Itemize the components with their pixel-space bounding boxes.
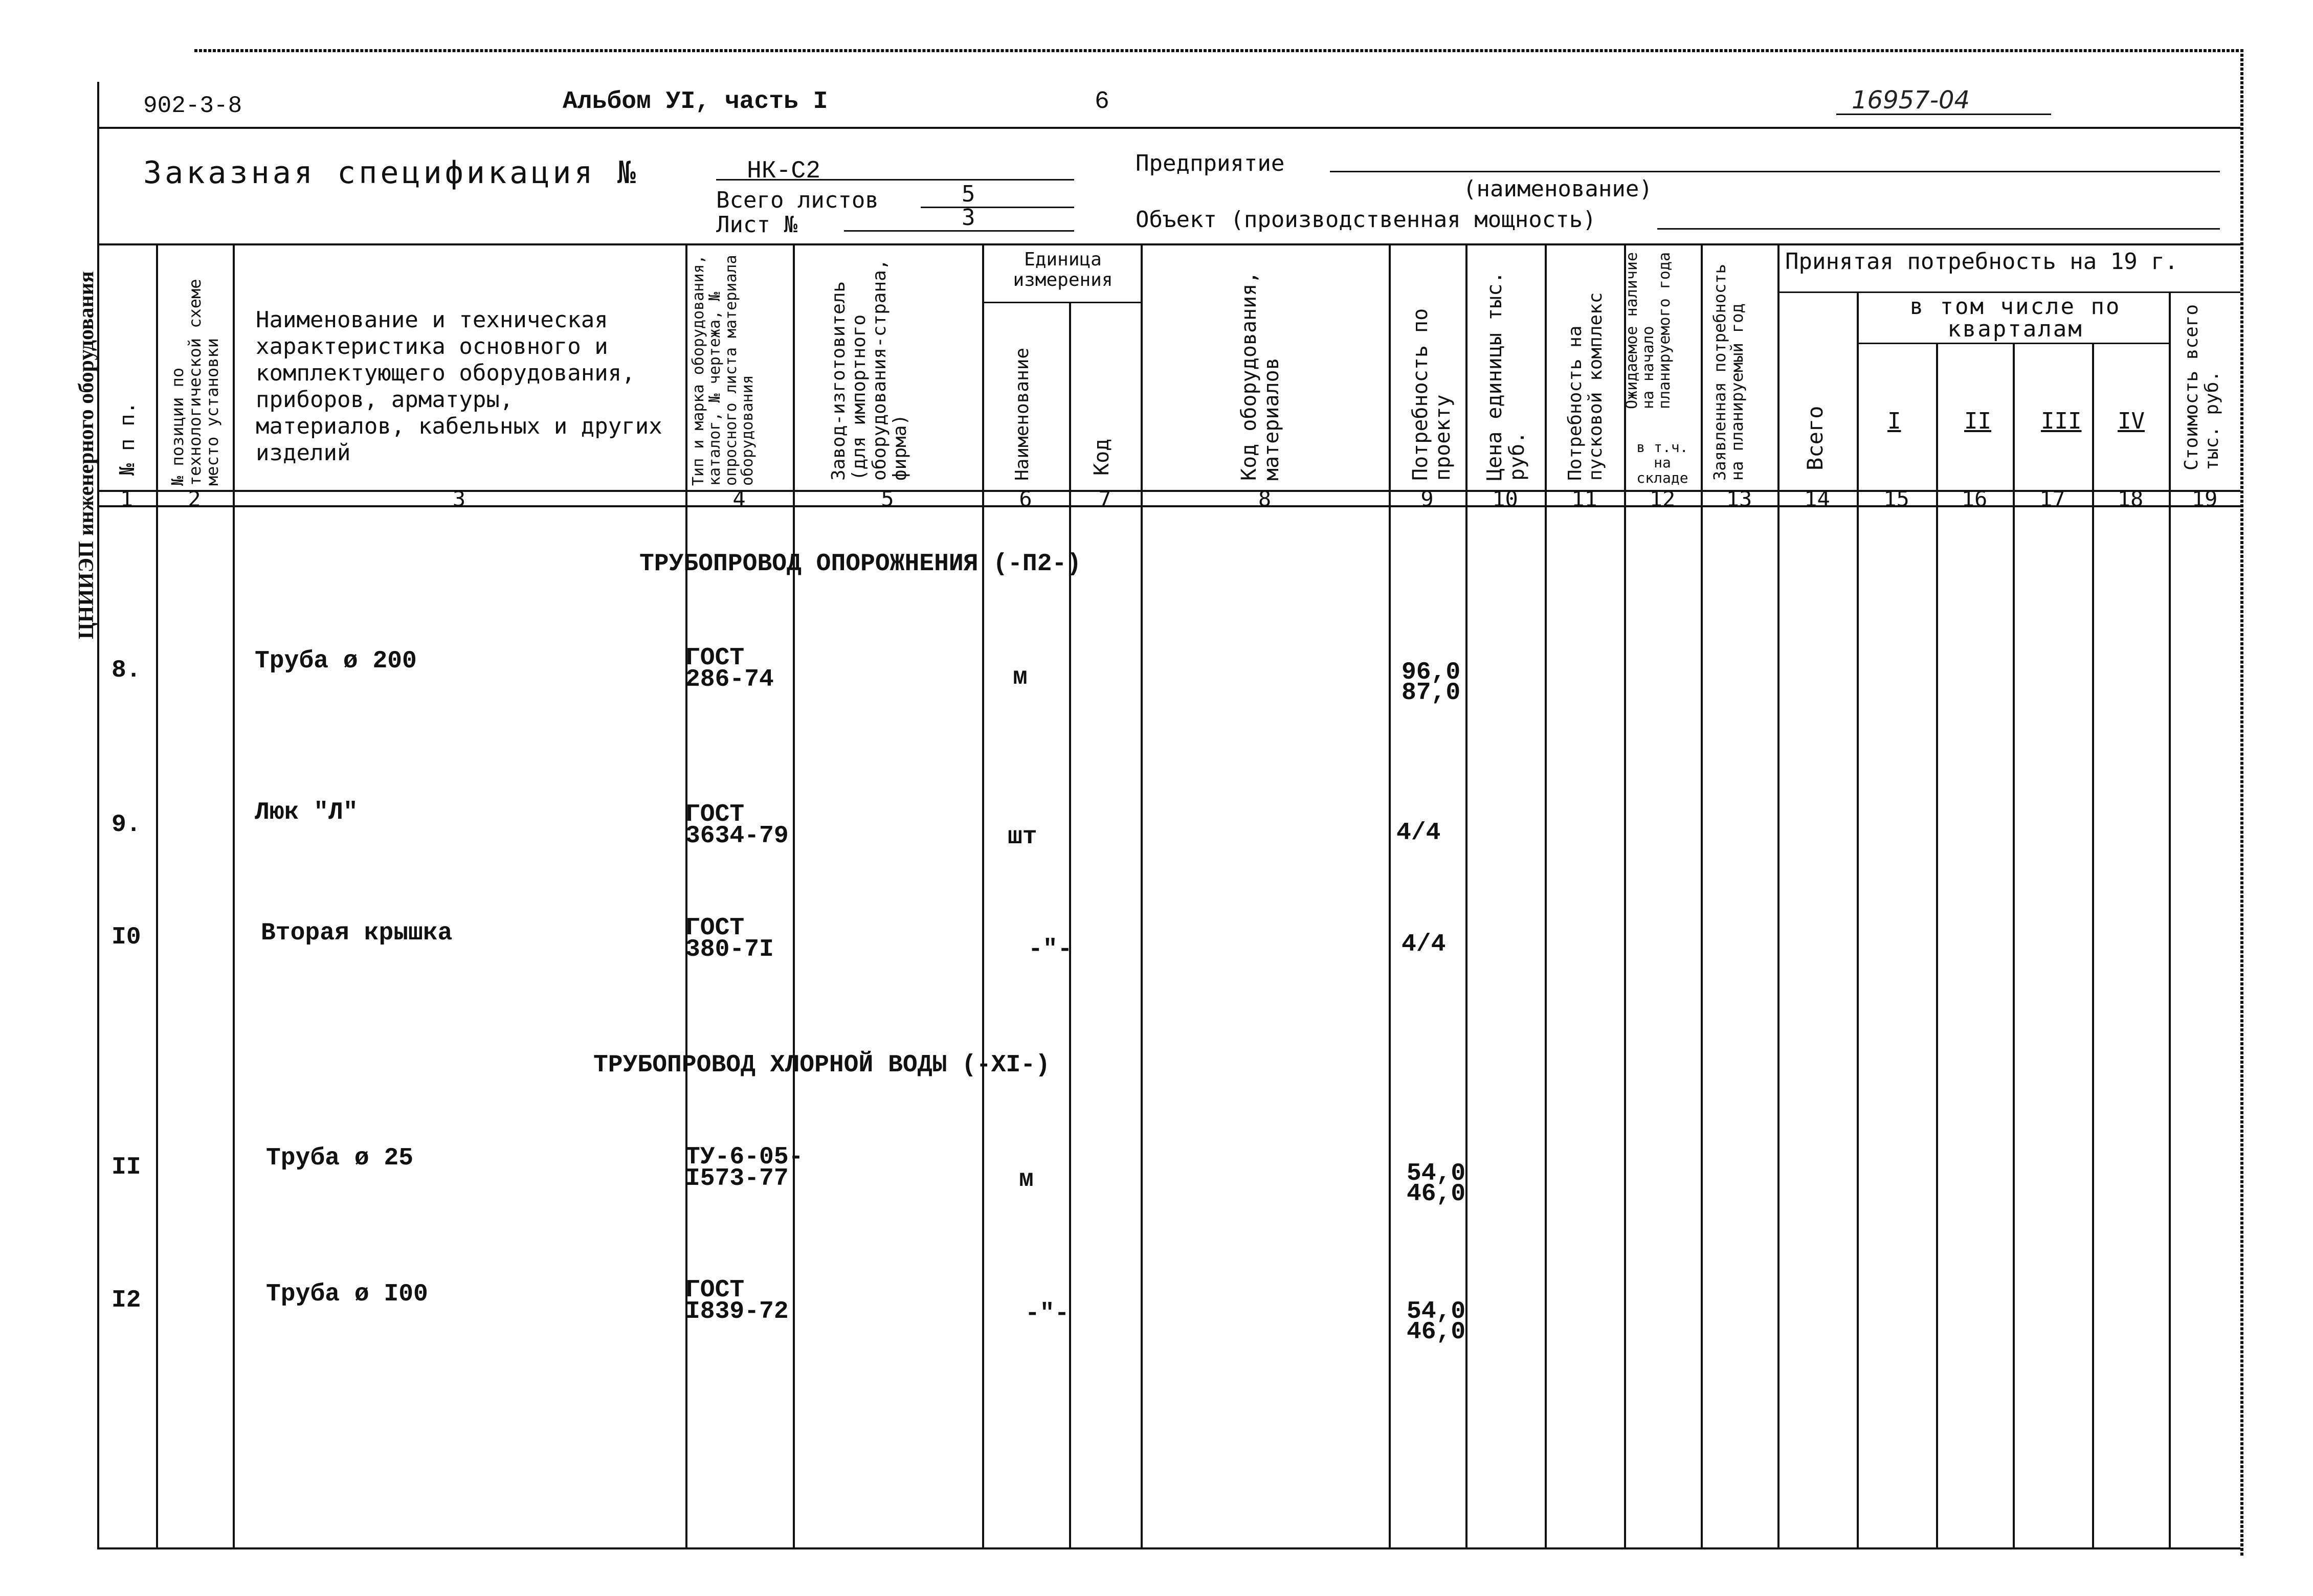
top-dashed-border xyxy=(194,49,2243,52)
doc-code: 902-3-8 xyxy=(143,93,242,119)
col-line-1 xyxy=(156,243,158,1547)
sheet-label: Лист № xyxy=(716,212,797,238)
col-line-13 xyxy=(1777,243,1780,1547)
col-number: 7 xyxy=(1098,486,1111,511)
top-bar-line xyxy=(97,127,2240,129)
col-number: 16 xyxy=(1961,486,1988,511)
enterprise-underline xyxy=(1330,171,2220,172)
row-item-name: Вторая крышка xyxy=(261,919,453,947)
col-line-7 xyxy=(1141,243,1143,1547)
col-18-header: IV xyxy=(2118,408,2145,434)
row-type-line2: I839-72 xyxy=(685,1298,789,1325)
album-label: Альбом УI, часть I xyxy=(563,88,828,116)
col-line-18 xyxy=(2169,291,2171,1547)
col-number: 8 xyxy=(1258,486,1272,511)
side-stamp: ЦНИИЭП инженерного оборудования xyxy=(75,271,98,639)
col-number: 18 xyxy=(2117,486,2144,511)
col-number: 3 xyxy=(452,486,466,511)
col-19-header: Стоимость всего тыс. руб. xyxy=(2181,304,2222,470)
section-heading: ТРУБОПРОВОД ОПОРОЖНЕНИЯ (-П2-) xyxy=(639,550,1082,578)
col-15-header: I xyxy=(1887,408,1901,434)
sheet-underline xyxy=(844,230,1074,232)
row-type-line1: ГОСТ xyxy=(685,644,745,672)
inventory-underline xyxy=(1836,114,2051,115)
col-line-10 xyxy=(1545,243,1547,1547)
row-type-line1: ГОСТ xyxy=(685,914,745,942)
row-type-line2: I573-77 xyxy=(685,1165,789,1193)
row-unit: -"- xyxy=(1028,936,1073,963)
col-number: 6 xyxy=(1019,486,1032,511)
col-number: 2 xyxy=(188,486,201,511)
row-number: 9. xyxy=(112,811,141,839)
col-number: 19 xyxy=(2191,486,2218,511)
row-item-name: Люк "Л" xyxy=(255,799,358,826)
object-underline xyxy=(1657,228,2220,230)
col-14-header: Всего xyxy=(1803,406,1828,470)
col-line-3 xyxy=(685,243,687,1547)
col-3-header: Наименование и техническая характеристика основного и комплектующего оборудования, приборов, арматуры, материалов, кабельных и других изделий xyxy=(256,307,662,466)
quarters-group-line xyxy=(1857,343,2169,344)
col-line-14 xyxy=(1857,291,1859,1547)
row-number: II xyxy=(112,1154,141,1181)
col-line-16 xyxy=(2013,343,2015,1547)
col-number: 4 xyxy=(732,486,746,511)
spec-number-underline xyxy=(716,179,1074,181)
col-16-header: II xyxy=(1964,408,1991,434)
col-10-header: Цена единицы тыс. руб. xyxy=(1483,271,1529,481)
frame-bottom xyxy=(97,1547,2240,1549)
col-2-header: № позиции по технологической схеме место установки xyxy=(168,279,222,486)
spec-number: НК-С2 xyxy=(747,158,821,185)
accepted-group-line xyxy=(1777,291,2240,293)
col-9-header: Потребность по проекту xyxy=(1409,308,1455,481)
row-type-line2: 286-74 xyxy=(685,666,774,693)
row-number: 8. xyxy=(112,657,141,684)
col-line-5 xyxy=(982,243,984,1547)
row-need-2: 46,0 xyxy=(1407,1180,1466,1208)
row-type-line2: 380-7I xyxy=(685,936,774,963)
col-number: 9 xyxy=(1420,486,1434,511)
col-line-17 xyxy=(2092,343,2094,1547)
sheet-value: 3 xyxy=(962,205,975,231)
page-title: Заказная спецификация № xyxy=(143,155,639,191)
unit-group-header: Единица измерения xyxy=(1013,249,1113,290)
row-type-line2: 3634-79 xyxy=(685,822,789,850)
title-block-bottom xyxy=(97,243,2240,245)
row-item-name: Труба ø 200 xyxy=(255,647,417,675)
row-item-name: Труба ø 25 xyxy=(266,1144,414,1172)
col-line-2 xyxy=(233,243,235,1547)
unit-group-line xyxy=(982,302,1141,303)
row-need-1: 54,0 xyxy=(1407,1160,1466,1187)
row-item-name: Труба ø I00 xyxy=(266,1280,428,1308)
col-number: 14 xyxy=(1804,486,1830,511)
row-unit: м xyxy=(1019,1166,1034,1194)
row-need-1: 4/4 xyxy=(1396,819,1441,847)
col-13-header: Заявленная потребность на планируемый год xyxy=(1710,264,1747,481)
total-sheets-label: Всего листов xyxy=(716,187,879,213)
col-7-header: Код xyxy=(1090,438,1114,476)
row-need-1: 4/4 xyxy=(1402,931,1446,958)
col-number: 13 xyxy=(1726,486,1752,511)
col-line-4 xyxy=(793,243,795,1547)
object-label: Объект (производственная мощность) xyxy=(1136,207,1596,233)
col-1-header: № п п. xyxy=(116,401,139,476)
col-number: 12 xyxy=(1649,486,1676,511)
col-17-header: III xyxy=(2041,408,2082,434)
enterprise-label: Предприятие xyxy=(1136,150,1285,176)
col-number: 1 xyxy=(120,486,134,511)
row-type-line1: ГОСТ xyxy=(685,1276,745,1304)
row-type-line1: ТУ-6-05- xyxy=(685,1143,804,1171)
right-dashed-border xyxy=(2240,49,2243,1556)
col-12-sub-header: в т.ч. на складе xyxy=(1636,439,1688,486)
col-number: 11 xyxy=(1571,486,1597,511)
col-number: 5 xyxy=(881,486,894,511)
col-line-12 xyxy=(1701,243,1703,1547)
inventory-number: 16957-04 xyxy=(1852,86,1970,115)
row-unit: м xyxy=(1013,664,1028,691)
col-8-header: Код оборудования, материалов xyxy=(1237,271,1283,481)
row-number: I2 xyxy=(112,1287,141,1314)
col-5-header: Завод-изготовитель (для импортного оборудования-страна, фирма) xyxy=(828,259,910,481)
row-need-1: 54,0 xyxy=(1407,1298,1466,1325)
row-need-2: 87,0 xyxy=(1402,679,1461,707)
row-need-2: 46,0 xyxy=(1407,1318,1466,1346)
col-12-header: Ожидаемое наличие на начало планируемого года xyxy=(1623,252,1674,409)
col-line-8 xyxy=(1389,243,1391,1547)
section-heading: ТРУБОПРОВОД ХЛОРНОЙ ВОДЫ (-ХI-) xyxy=(593,1051,1050,1079)
row-unit: -"- xyxy=(1025,1300,1070,1328)
col-number: 10 xyxy=(1492,486,1518,511)
row-number: I0 xyxy=(112,924,141,951)
col-11-header: Потребность на пусковой комплекс xyxy=(1565,292,1606,481)
accepted-group-header: Принятая потребность на 19 г. xyxy=(1785,249,2178,275)
col-number: 17 xyxy=(2039,486,2065,511)
col-4-header: Тип и марка оборудования, каталог, № чертежа, № опросного листа материала оборудования xyxy=(690,255,757,486)
total-sheets-value: 5 xyxy=(962,181,975,207)
col-line-9 xyxy=(1465,243,1467,1547)
col-number: 15 xyxy=(1883,486,1909,511)
col-line-15 xyxy=(1936,343,1938,1547)
col-6-header: Наименование xyxy=(1012,347,1033,481)
col-line-11 xyxy=(1624,243,1626,1547)
row-unit: шт xyxy=(1008,823,1037,851)
total-sheets-underline xyxy=(921,207,1074,208)
quarters-group-header: в том числе по кварталам xyxy=(1909,294,2121,342)
row-need-1: 96,0 xyxy=(1402,659,1461,686)
page-number: 6 xyxy=(1095,88,1109,116)
enterprise-caption: (наименование) xyxy=(1463,176,1653,202)
row-type-line1: ГОСТ xyxy=(685,801,745,828)
